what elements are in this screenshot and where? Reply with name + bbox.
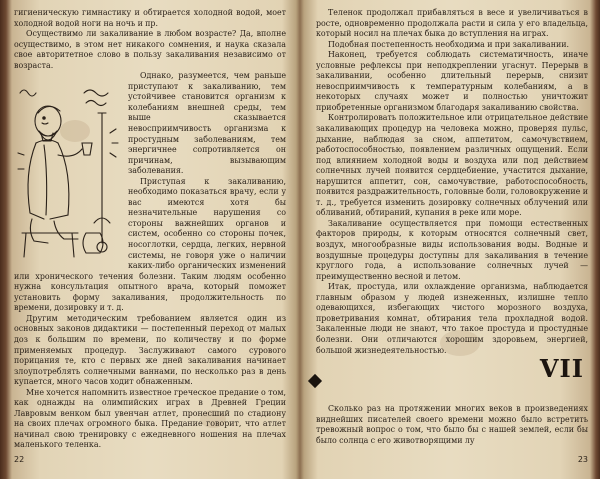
paragraph: Мне хочется напомнить известное греческое предание о том, как однажды на олимпийских играх в Древней Греции Лавровым венком был увенчан атлет, пронесший по стадиону на своих плечах огромного быка. Предание говорит, что атлет начинал свою тренировку с ежедневного ношения на плечах маленького теленка.: [14, 387, 286, 450]
paragraph: Сколько раз на протяжении многих веков в произведениях виднейших писателей своего времени можно было встретить тревожный вопрос о том, что было бы с нашей землей, если бы было солнца с его животворящими лу: [316, 404, 588, 445]
left-page-text: [14, 8, 286, 451]
right-page-text: [316, 8, 588, 446]
page-number: 22: [14, 455, 25, 464]
paragraph: Другим методическим требованием является один из основных законов дидактики — постепенный переход от малых доз к большим по времени, по количеству и по форме применяемых процедур. Заслуживают самого сурового порицания те, кто с первых же дней закаливания начинает злоупотреблять солнечными ваннами, по несколько раз в день купается, много часов ходит обнаженным.: [14, 313, 286, 387]
page-number: 23: [577, 455, 588, 464]
paragraph: Контролировать положительное или отрицательное действие закаливающих процедур на человека можно, проверяя пульс, дыхание, наблюдая за сном, аппетитом, самочувствием, работоспособностью, появлением различных ощущений. Если под влиянием холодной воды и воздуха или под действием солнечных лучей появится сердцебиение, участится дыхание, нарушится аппетит, сон, самочувствие, работоспособность, появится раздражительность, головные боли, головокружение и т. д., требуется изменить дозировку солнечных облучений или обливаний, обтираний, купания в реке или море.: [316, 113, 588, 218]
paragraph: гигиеническую гимнастику и обтирается холодной водой, моет холодной водой ноги на ночь и пр.: [14, 8, 286, 28]
old-man-doctor-illustration-icon: [14, 73, 122, 263]
right-page: [316, 8, 588, 470]
paragraph: Наконец, требуется соблюдать систематичность, иначе условные рефлексы при неподкреплении угаснут. Перерыв в закаливании, особенно длительный перерыв, снизит невосприимчивость к температурным колебаниям, а в некоторых случаях может и полностью уничтожит приобретенные организмом благодаря закаливанию свойства.: [316, 50, 588, 112]
paragraph: Итак, простуда, или охлаждение организма, наблюдается главным образом у людей изнеженных, излишне тепло одевающихся, избегающих чистого морозного воздуха, проветривания комнат, обтирания тела прохладной водой. Закаленные люди не знают, что такое простуда и простудные болезни. Они отличаются хорошим здоровьем, энергией, большой жизнедеятельностью.: [316, 282, 588, 355]
paragraph: Приступая к закаливанию, необходимо показаться врачу, если у вас имеются хотя бы незначительные нарушения со стороны важнейших органов и систем, особенно со стороны почек, носоглотки, сердца, легких, нервной системы, не говоря уже о наличии каких-либо органических изменений или хронического течения болезни. Таким людям особенно нужна консультация опытного врача, который поможет установить форму закаливания, продолжительность по времени, дозировку и т. д.: [14, 176, 286, 313]
chapter-heading: [316, 354, 588, 398]
paragraph: Осуществимо ли закаливание в любом возрасте? Да, вполне осуществимо, в этом нет никакого сомнения, и наука сказала свое авторитетное слово в пользу закаливания независимо от возраста.: [14, 29, 286, 70]
chapter-number: VII: [539, 354, 584, 384]
left-page: [14, 8, 286, 470]
paragraph: Однако, разумеется, чем раньше приступают к закаливанию, тем устойчивее становится организм к колебаниям внешней среды, тем выше сказывается невосприимчивость организма к простудным заболеваниям, тем энергичнее сопротивляется он причинам, вызывающим заболевания.: [128, 71, 286, 176]
paragraph: Закаливание осуществляется при помощи естественных факторов природы, к которым относятся солнечный свет, воздух, многообразные виды использования воды. Водные и воздушные процедуры доступны для закаливания в течение круглого года, а использование солнечных лучей — преимущественно весной и летом.: [316, 218, 588, 281]
diamond-bullet-icon: [308, 374, 322, 388]
paragraph: Подобная постепенность необходима и при закаливании.: [328, 39, 569, 49]
paragraph: Теленок продолжал прибавляться в весе и увеличиваться в росте, одновременно продолжала расти и сила у его владельца, который носил на плечах быка до вступления на играх.: [316, 8, 588, 39]
